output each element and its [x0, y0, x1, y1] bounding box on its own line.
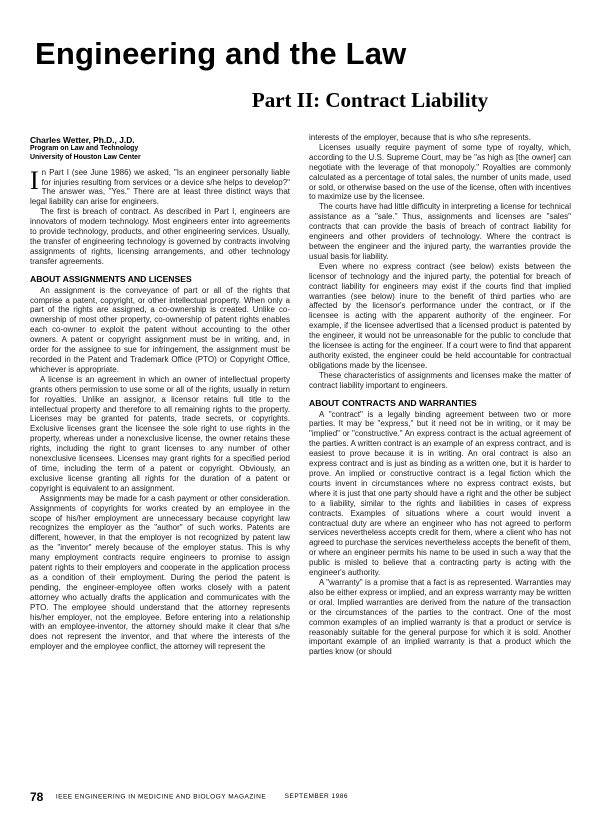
article-subtitle: Part II: Contract Liability	[251, 88, 489, 112]
page-footer	[30, 788, 570, 806]
affiliation-university: University of Houston Law Center	[30, 153, 141, 161]
body-paragraph: Licenses usually require payment of some type of royalty, which, according to the U.S. Supreme Court, may be "as high as [the owner] can negotiate with the leverage of that monopoly." Royalties are commonly calculated as a percentage of total sales, the number of units made, used or sold, or otherwise based on the use of the license, often with incentives to maximize use by the licensee.	[309, 142, 571, 202]
page-number: 78	[30, 789, 44, 804]
body-paragraph: The courts have had little difficulty in interpreting a license for technical assistance as a "sale." Thus, assignments and licenses are "sales" contracts that can provide the basis of breach of contract liability for engineers and other providers of technology. Where the contract is between the engineer and the injured party, the warranties provide the usual basis for liability.	[309, 202, 571, 261]
section-heading-assignments: ABOUT ASSIGNMENTS AND LICENSES	[30, 273, 192, 284]
right-column	[309, 133, 571, 657]
body-paragraph: A "warranty" is a promise that a fact is as represented. Warranties may also be either express or implied, and an express warranty may be written or oral. Implied warranties are derived from the nature of the transaction or the circumstances of the parties to the contract. One of the most common examples of an implied warranty is that a product or service is reasonably suitable for the general purpose for which it is sold. Another important example of an implied warranty is that a product which the parties know (or should	[309, 577, 571, 657]
drop-cap: I	[30, 165, 39, 195]
body-paragraph: A "contract" is a legally binding agreement between two or more parties. It may be "express," but it need not be in writing, or it may be "implied" or "constructive." An express contract is the actual agreement of the parties. A written contract is an example of an express contract, and is easiest to prove because it is in writing. An oral contract is also an express contract and is just as binding as a written one, but it is harder to prove. An implied or constructive contract is a legal fiction which the courts invent in circumstances where no express contract exists, but where it is just that one party should have a right and the other be subject to a liability, similar to the rights and liabilities in cases of express contracts. Examples of situations where a court would invent a contractual duty are where an engineer who has not agreed to perform services nevertheless accepts credit for them, where a client who has not agreed to purchase the services nevertheless accepts the benefit of them, or where an engineer permits his name to be used in such a way that the public is misled to believe that a contracting party is acting with the engineer's authority.	[309, 409, 571, 578]
issue-date: SEPTEMBER 1986	[284, 793, 349, 801]
body-paragraph: interests of the employer, because that is who s/he represents.	[309, 133, 531, 142]
body-paragraph: A license is an agreement in which an owner of intellectual property grants others permission to use some or all of the rights, usually in return for royalties. Unlike an assignor, a licensor retains full title to the intellectual property and therefore to all remaining rights to the property. Licenses may be granted for patents, trade secrets, or copyrights. Exclusive licenses grant the licensee the sole right to use rights in the property, whereas under a nonexclusive license, the owner retains these rights, including the right to grant licenses to any number of other nonexclusive licensees. Licenses may grant rights for a specified period of time, including the term of a patent or copyright. Obviously, an exclusive license granting all rights for the duration of a patent or copyright is equivalent to an assignment.	[30, 374, 290, 493]
section-heading-contracts: ABOUT CONTRACTS AND WARRANTIES	[309, 397, 477, 408]
body-paragraph: Even where no express contract (see below) exists between the licensor of technology and the injured party, the potential for breach of contract liability for engineers may exist if the courts find that implied warranties (see below) inure to the benefit of third parties who are affected by the licensor's performance under the contract, or if the licensee is acting with the apparent authority of the engineer. For example, if the licensee advertised that a licensed product is patented by the engineer, it would not be unreasonable for the public to conclude that the licensee is acting for the engineer. If a court were to find that apparent authority existed, the engineer could be held accountable for contractual obligations made by the licensee.	[309, 261, 571, 370]
author-name: Charles Wetter, Ph.D., J.D.	[30, 135, 135, 145]
body-paragraph: The first is breach of contract. As described in Part I, engineers are innovators of modern technology. Most engineers enter into agreements to provide technology, products, and other engineering services. Usually, the transfer of engineering technology is governed by contracts involving assignments of rights, licensing arrangements, and other technology transfer agreements.	[30, 207, 290, 266]
body-paragraph: An assignment is the conveyance of part or all of the rights that comprise a patent, copyright, or other intellectual property. When only a part of the rights are assigned, a co-ownership is created. Unlike co-ownership of most other property, co-ownership of patent rights enables each co-owner to exploit the patent without accounting to the other owners. A patent or copyright assignment must be in writing, and, in order for the assignee to sue for infringement, the assignment must be recorded in the Patent and Trademark Office (PTO) or Copyright Office, whichever is appropriate.	[30, 285, 290, 374]
journal-name: IEEE ENGINEERING IN MEDICINE AND BIOLOGY MAGAZINE	[55, 793, 267, 801]
intro-paragraph	[30, 165, 290, 208]
article-title: Engineering and the Law	[35, 36, 407, 71]
intro-paragraph-text: n Part I (see June 1986) we asked, "Is an engineer personally liable for injuries resulting from services or a device s/he helps to develop?" The answer was, "Yes." There are at least three distinct ways that legal liability can arise for engineers.	[30, 167, 290, 207]
body-paragraph: Assignments may be made for a cash payment or other consideration. Assignments of copyrights for works created by an employee in the scope of his/her employment are unnecessary because copyright law recognizes the employer as the "author" of such works. Patents are different, however, in that the employer is not recognized by patent law as the "inventor" merely because of the employer status. This is why many employment contracts require engineers to promise to assign patent rights to their employers and cooperate in the application process as a condition of their employment. During the period the patent is pending, the engineer-employee often works closely with a patent attorney who actually drafts the application and communicates with the PTO. The employee should understand that the attorney represents his/her employer, not the employee. Before entering into a relationship with an employee-inventor, the attorney should make it clear that s/he does not represent the inventor, and that where the interests of the employer and the employee conflict, the attorney will represent the	[30, 493, 290, 652]
left-column	[30, 135, 290, 652]
body-paragraph: These characteristics of assignments and licenses make the matter of contract liability important to engineers.	[309, 370, 571, 390]
affiliation-program: Program on Law and Technology	[30, 145, 139, 152]
